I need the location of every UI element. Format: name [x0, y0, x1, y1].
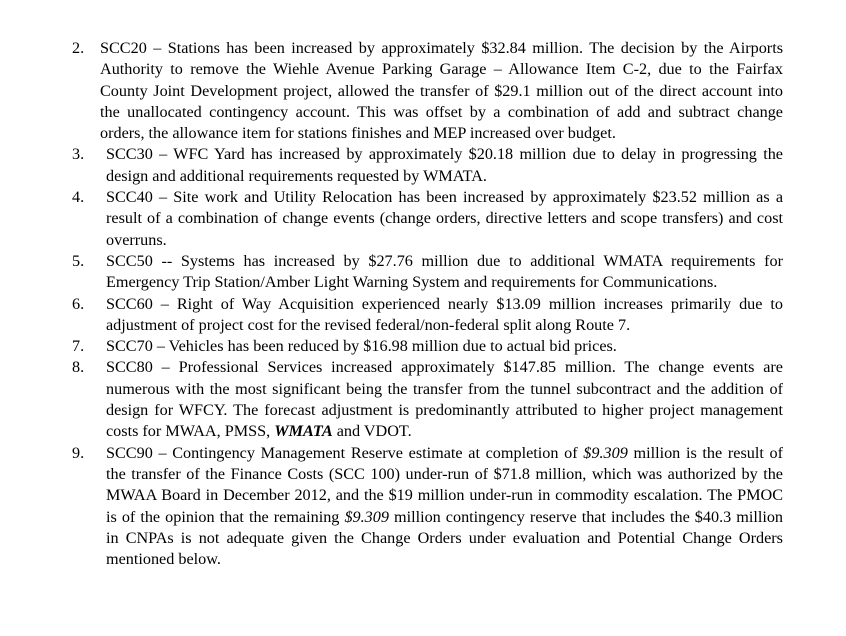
item-text: [106, 443, 783, 571]
item-number: 8.: [72, 358, 85, 377]
item-text-emphasis: WMATA: [274, 422, 333, 441]
item-text-segment: SCC30 – WFC Yard has increased by approximately $20.18 million due to delay in progressing the design and additional requirements requested by WMATA.: [106, 145, 783, 185]
item-text-segment: SCC70 – Vehicles has been reduced by $16.98 million due to actual bid prices.: [106, 337, 617, 356]
item-number: 3.: [72, 145, 85, 164]
list-item: [0, 144, 846, 187]
list-item: [0, 294, 846, 337]
item-text-segment: and VDOT.: [332, 422, 412, 441]
item-text: [106, 144, 783, 187]
item-number: 7.: [72, 337, 85, 356]
item-text-emphasis: $9.309: [344, 507, 389, 526]
list-item: [0, 443, 846, 571]
item-text-segment: SCC40 – Site work and Utility Relocation has been increased by approximately $23.52 million as a result of a combination of change events (change orders, directive letters and scope transfers) and cost overruns.: [106, 188, 783, 249]
item-text: [106, 294, 783, 337]
item-number: 6.: [72, 294, 85, 313]
item-text: [106, 357, 783, 442]
list-item: [0, 187, 846, 251]
item-number: 4.: [72, 188, 85, 207]
list-item: [0, 251, 846, 294]
list-item: [0, 38, 846, 144]
item-number: 5.: [72, 251, 85, 270]
item-text-segment: SCC60 – Right of Way Acquisition experienced nearly $13.09 million increases primarily due to adjustment of project cost for the revised federal/non-federal split along Route 7.: [106, 294, 783, 334]
item-text-segment: million is the result of the transfer of the Finance Costs (SCC 100) under-run of $71.8 million, which was authorized by the MWAA Board in December 2012, and the $19 million under-run in commodity escalation. The PMOC is of the opinion that the remaining: [106, 443, 783, 526]
list-item: [0, 336, 846, 357]
item-text: [106, 336, 783, 357]
numbered-list: [0, 38, 846, 570]
item-text-segment: SCC50 -- Systems has increased by $27.76 million due to additional WMATA requirements for Emergency Trip Station/Amber Light Warning System and requirements for Communications.: [106, 251, 783, 292]
item-number: 2.: [72, 39, 85, 57]
item-text: [106, 187, 783, 251]
item-text-segment: SCC80 – Professional Services increased approximately $147.85 million. The change events are numerous with the most significant being the transfer from the tunnel subcontract and the addition of design for WFCY. The forecast adjustment is predominantly attributed to higher project management costs for MWAA, PMSS,: [106, 358, 783, 441]
item-number: 9.: [72, 443, 85, 462]
item-text-segment: SCC20 – Stations has been increased by approximately $32.84 million. The decision by the Airports Authority to remove the Wiehle Avenue Parking Garage – Allowance Item C-2, due to the Fairfax County Joint Development project, allowed the transfer of $29.1 million out of the direct account into the unallocated contingency account. This was offset by a combination of add and subtract change orders, the allowance item for stations finishes and MEP increased over budget.: [100, 39, 783, 143]
item-text-segment: million contingency reserve that includes the $40.3 million in CNPAs is not adequate given the Change Orders under evaluation and Potential Change Orders mentioned below.: [106, 507, 784, 569]
list-item: [0, 357, 846, 442]
item-text: [100, 38, 783, 144]
item-text-segment: SCC90 – Contingency Management Reserve estimate at completion of: [106, 443, 584, 462]
item-text-emphasis: $9.309: [583, 443, 628, 462]
item-text: [106, 251, 783, 294]
